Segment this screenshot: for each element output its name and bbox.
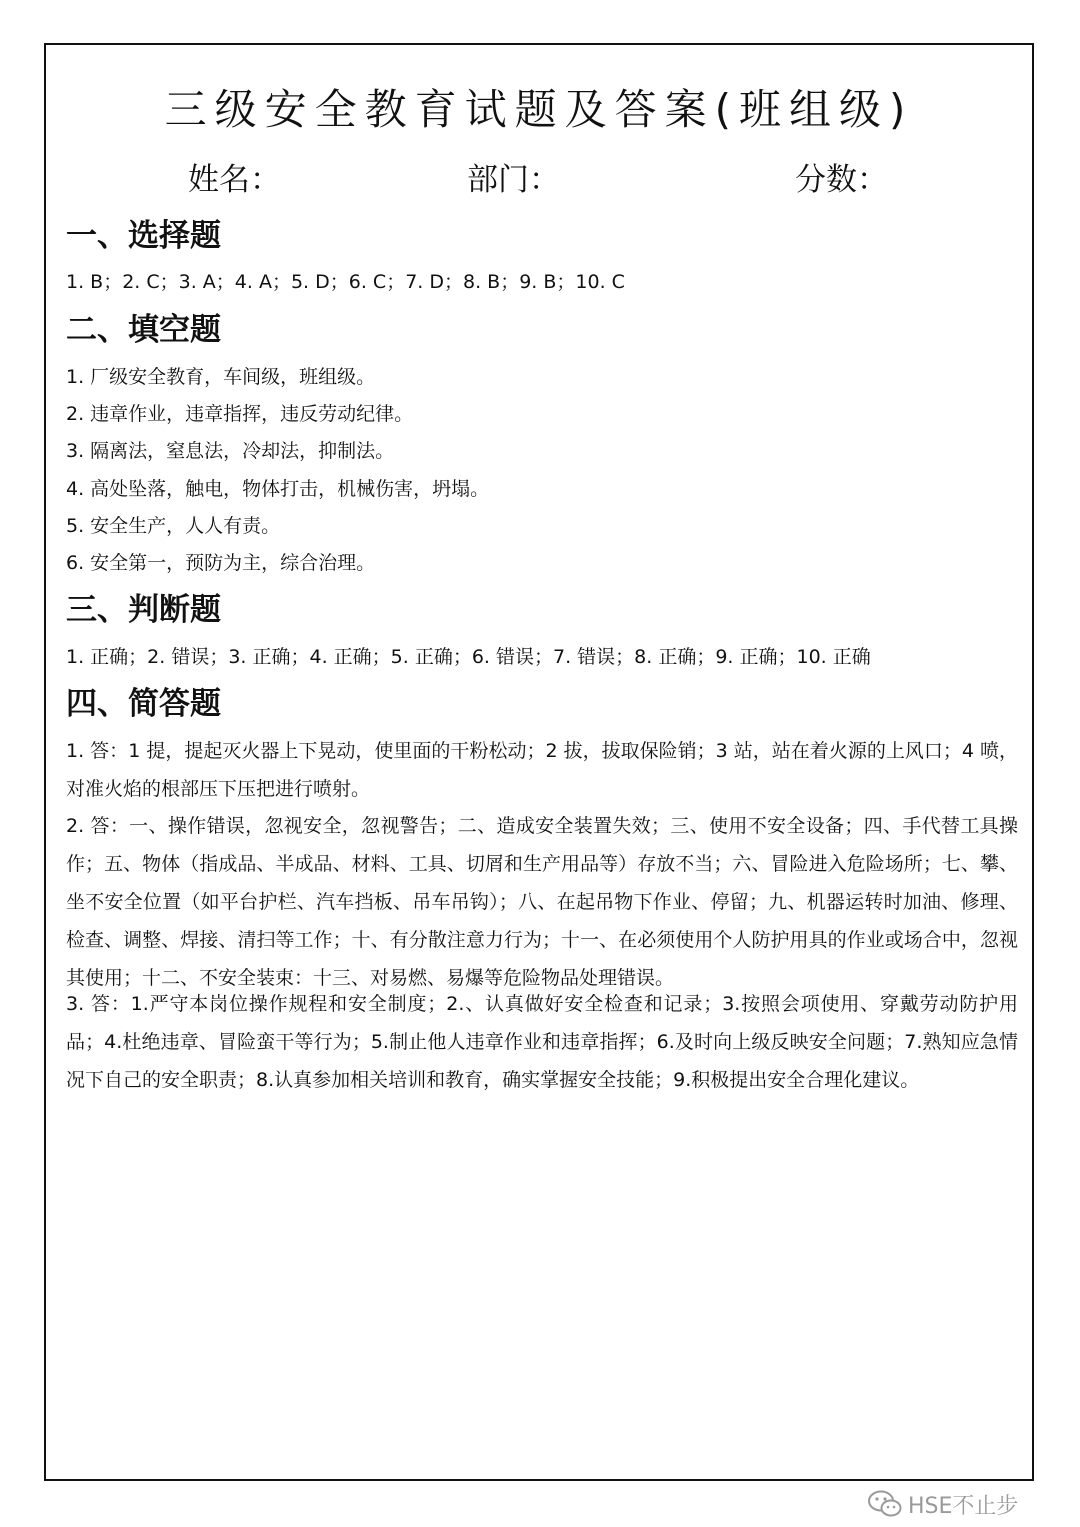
short-answer-2: 2. 答：一、操作错误，忽视安全，忽视警告；二、造成安全装置失效；三、使用不安全设备；四、手代替工具操作；五、物体（指成品、半成品、材料、工具、切屑和生产用品等）存放不当；六、冒险进入危险场所；七、攀、坐不安全位置（如平台护栏、汽车挡板、吊车吊钩）；八、在起吊物下作业、停留；九、机器运转时加油、修理、检查、调整、焊接、清扫等工作；十、有分散注意力行为；十一、在必须使用个人防护用具的作业或场合中，忽视其使用；十二、不安全装束：十三、对易燃、易爆等危险物品处理错误。	[66, 815, 1018, 989]
wechat-icon	[868, 1490, 902, 1518]
short-answer-1: 1. 答：1 提，提起灭火器上下晃动，使里面的干粉松动；2 拔，拔取保险销；3 站，站在着火源的上风口；4 喷，对准火焰的根部压下压把进行喷射。	[66, 740, 1018, 800]
fill-blank-answer: 6. 安全第一，预防为主，综合治理。	[66, 552, 376, 574]
watermark-text: HSE不止步	[908, 1493, 1019, 1519]
fill-blank-answer: 1. 厂级安全教育，车间级，班组级。	[66, 366, 376, 388]
choice-answers: 1. B；2. C；3. A；4. A；5. D；6. C；7. D；8. B；9. B；10. C	[66, 271, 625, 293]
info-row	[0, 155, 1080, 205]
watermark	[868, 1487, 1018, 1521]
section-heading-judgment: 三、判断题	[66, 592, 221, 628]
fill-blank-answer: 5. 安全生产，人人有责。	[66, 515, 281, 537]
fill-blank-answer: 4. 高处坠落，触电，物体打击，机械伤害，坍塌。	[66, 478, 490, 500]
judgment-answers: 1. 正确；2. 错误；3. 正确；4. 正确；5. 正确；6. 错误；7. 错误；8. 正确；9. 正确；10. 正确	[66, 646, 871, 668]
name-label: 姓名：	[188, 162, 281, 198]
section-heading-choice: 一、选择题	[66, 218, 221, 254]
fill-blank-answer: 3. 隔离法，窒息法，冷却法，抑制法。	[66, 440, 395, 462]
fill-blank-answer: 2. 违章作业，违章指挥，违反劳动纪律。	[66, 403, 414, 425]
short-answer-3: 3. 答：1.严守本岗位操作规程和安全制度；2.、认真做好安全检查和记录；3.按照会项使用、穿戴劳动防护用品；4.杜绝违章、冒险蛮干等行为；5.制止他人违章作业和违章指挥；6.及时向上级反映安全问题；7.熟知应急情况下自己的安全职责；8.认真参加相关培训和教育，确实掌握安全技能；9.积极提出安全合理化建议。	[66, 993, 1018, 1091]
score-label: 分数：	[795, 162, 888, 198]
page-title: 三级安全教育试题及答案(班组级)	[164, 85, 914, 134]
department-label: 部门：	[467, 162, 560, 198]
section-heading-fill-blank: 二、填空题	[66, 312, 221, 348]
section-heading-short-answer: 四、简答题	[66, 686, 221, 722]
